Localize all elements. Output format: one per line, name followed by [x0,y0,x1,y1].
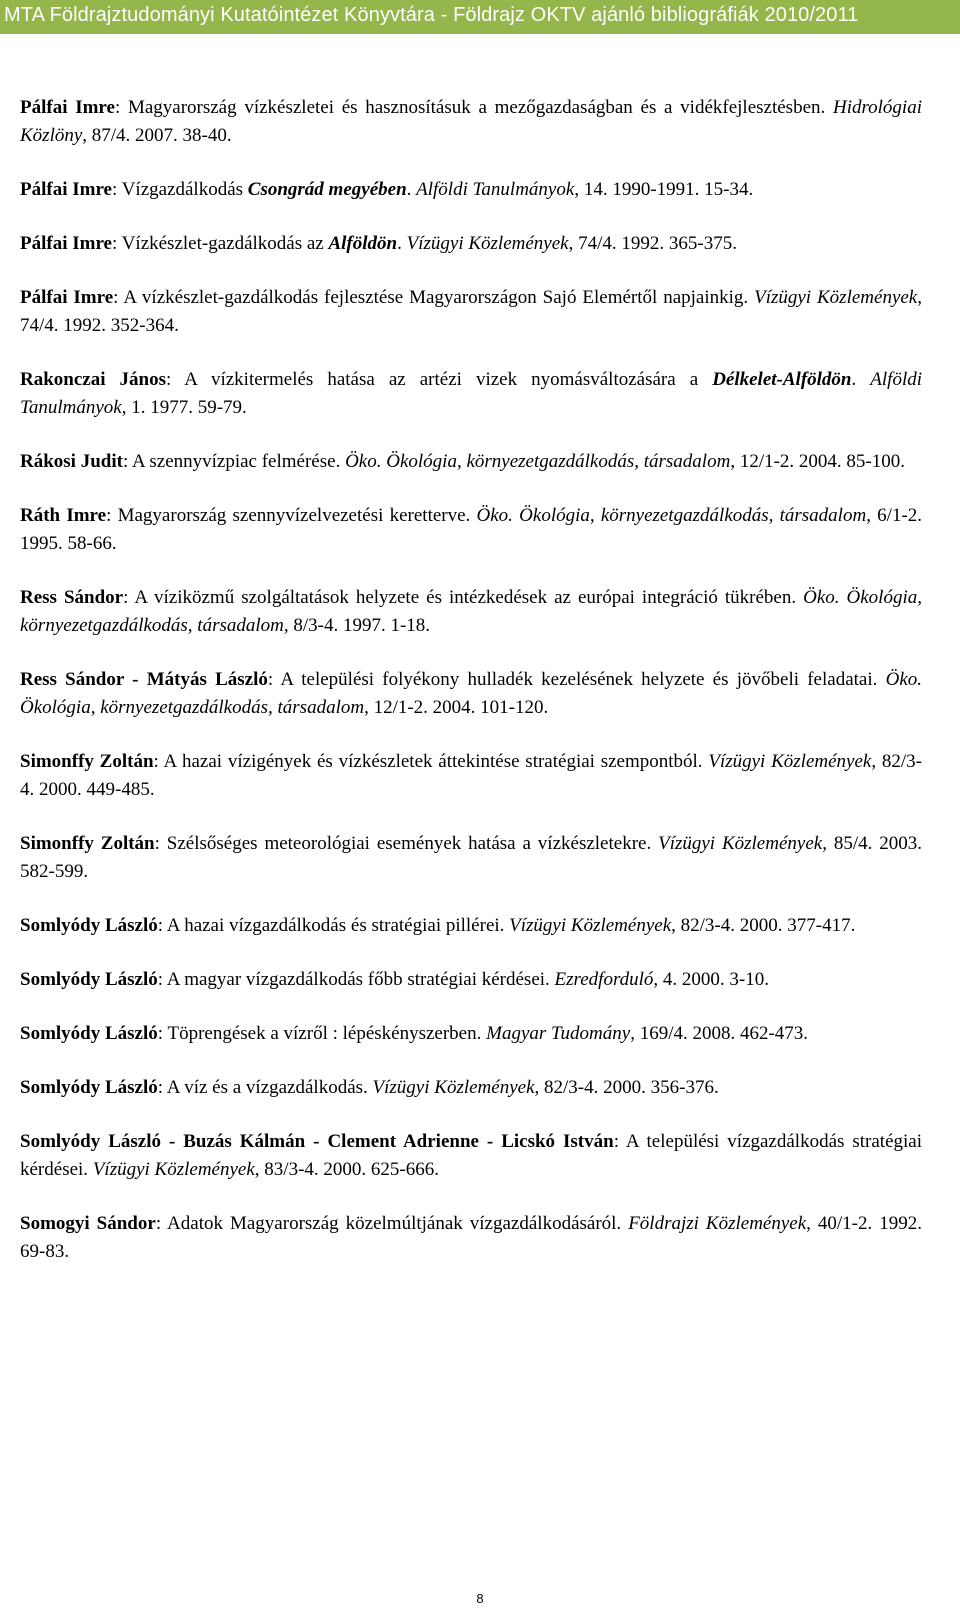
bibliography-entry [20,912,922,940]
entry-title-end: . [851,369,871,390]
entry-title: A magyar vízgazdálkodás főbb stratégiai kérdései. [166,969,555,990]
entry-separator: : [113,287,124,308]
entry-author: Pálfai Imre [20,233,112,254]
entry-author: Pálfai Imre [20,97,115,118]
entry-journal: Vízügyi Közlemények [658,833,823,854]
entry-journal: Alföldi Tanulmányok [416,179,575,200]
bibliography-entry [20,666,922,722]
entry-separator: : [153,751,164,772]
entry-separator: : [155,1213,168,1234]
entry-author: Somogyi Sándor [20,1213,156,1234]
entry-citation: , 85/4. 2003. 582-599. [20,833,922,882]
entry-separator: : [112,233,122,254]
entry-separator: : [122,451,132,472]
entry-author: Pálfai Imre [20,287,114,308]
entry-title: A hazai vízgazdálkodás és stratégiai pillérei. [166,915,510,936]
entry-author: Somlyódy László [20,969,158,990]
entry-citation: , 74/4. 1992. 365-375. [568,233,737,254]
entry-place-name: Csongrád megyében [247,179,407,200]
bibliography-entry [20,230,922,258]
entry-citation: , 4. 2000. 3-10. [653,969,769,990]
entry-citation: , 82/3-4. 2000. 356-376. [534,1077,719,1098]
entry-journal: Vízügyi Közlemények [372,1077,535,1098]
bibliography-list [20,94,922,1292]
entry-separator: : [267,669,281,690]
entry-place-name: Alföldön [328,233,398,254]
entry-separator: : [157,969,167,990]
entry-author: Simonffy Zoltán [20,833,155,854]
entry-author: Ress Sándor [20,587,124,608]
entry-separator: : [166,369,185,390]
entry-citation: , 83/3-4. 2000. 625-666. [254,1159,439,1180]
entry-citation: , 82/3-4. 2000. 377-417. [671,915,856,936]
entry-author: Ress Sándor - Mátyás László [20,669,268,690]
entry-separator: : [106,505,118,526]
entry-journal: Vízügyi Közlemények [754,287,918,308]
entry-citation: , 87/4. 2007. 38-40. [82,125,232,146]
bibliography-entry [20,584,922,640]
bibliography-entry [20,1210,922,1266]
entry-journal: Öko. Ökológia, környezetgazdálkodás, társadalom [476,505,867,526]
entry-place-name: Délkelet-Alföldön [712,369,852,390]
entry-title: Adatok Magyarország közelmúltjának vízgazdálkodásáról. [167,1213,629,1234]
entry-author: Somlyódy László [20,1077,158,1098]
bibliography-entry [20,94,922,150]
entry-citation: , 82/3-4. 2000. 449-485. [20,751,922,800]
entry-title-end: . [397,233,407,254]
entry-journal: Öko. Ökológia, környezetgazdálkodás, társadalom [345,451,731,472]
entry-citation: , 40/1-2. 1992. 69-83. [20,1213,923,1262]
entry-separator: : [123,587,135,608]
entry-citation: , 14. 1990-1991. 15-34. [574,179,754,200]
entry-title: Magyarország szennyvízelvezetési keretterve. [117,505,477,526]
bibliography-entry [20,748,922,804]
entry-journal: Öko. Ökológia, környezetgazdálkodás, társadalom [20,669,922,718]
bibliography-entry [20,1128,922,1184]
entry-title: A víziközmű szolgáltatások helyzete és intézkedések az európai integráció tükrében. [134,587,804,608]
entry-journal: Vízügyi Közlemények [92,1159,255,1180]
entry-title: A víz és a vízgazdálkodás. [166,1077,373,1098]
bibliography-entry [20,1020,922,1048]
entry-citation: , 1. 1977. 59-79. [121,397,247,418]
entry-title: Szélsőséges meteorológiai események hatása a vízkészletekre. [166,833,659,854]
header-banner [0,0,960,34]
bibliography-entry [20,448,922,476]
entry-citation: , 8/3-4. 1997. 1-18. [283,615,431,636]
entry-separator: : [157,1077,167,1098]
entry-author: Somlyódy László [20,915,158,936]
entry-citation: , 12/1-2. 2004. 101-120. [364,697,549,718]
entry-author: Ráth Imre [20,505,107,526]
entry-title: A hazai vízigények és vízkészletek áttekintése stratégiai szempontból. [163,751,709,772]
entry-title: A vízkészlet-gazdálkodás fejlesztése Magyarországon Sajó Elemértől napjainkig. [123,287,755,308]
entry-title-end: . [406,179,417,200]
entry-journal: Vízügyi Közlemények [708,751,872,772]
entry-journal: Alföldi Tanulmányok [20,369,923,418]
entry-separator: : [154,833,167,854]
bibliography-entry [20,176,922,204]
entry-journal: Földrajzi Közlemények [628,1213,807,1234]
entry-journal: Magyar Tudomány [486,1023,631,1044]
bibliography-entry [20,284,922,340]
entry-journal: Ezredforduló [554,969,654,990]
entry-separator: : [114,97,128,118]
entry-title: Vízgazdálkodás [121,179,248,200]
bibliography-entry [20,830,922,886]
bibliography-entry [20,502,922,558]
entry-citation: , 12/1-2. 2004. 85-100. [730,451,905,472]
entry-journal: Hidrológiai Közlöny [20,97,922,146]
entry-title: A települési vízgazdálkodás stratégiai kérdései. [20,1131,923,1180]
entry-title: A települési folyékony hulladék kezelésének helyzete és jövőbeli feladatai. [280,669,886,690]
page-number: 8 [476,1591,484,1606]
bibliography-entry [20,1074,922,1102]
entry-author: Somlyódy László - Buzás Kálmán - Clement Adrienne - Licskó István [20,1131,614,1152]
entry-author: Pálfai Imre [20,179,112,200]
entry-journal: Vízügyi Közlemények [509,915,672,936]
entry-title: A vízkitermelés hatása az artézi vizek nyomásváltozására a [184,369,713,390]
entry-separator: : [112,179,122,200]
entry-separator: : [613,1131,626,1152]
entry-title: Vízkészlet-gazdálkodás az [121,233,329,254]
entry-title: Magyarország vízkészletei és hasznosításuk a mezőgazdaságban és a vidékfejlesztésben. [127,97,833,118]
entry-author: Somlyódy László [20,1023,158,1044]
entry-author: Rakonczai János [20,369,166,390]
entry-title: Töprengések a vízről : lépéskényszerben. [167,1023,487,1044]
entry-title: A szennyvízpiac felmérése. [131,451,346,472]
entry-citation: , 169/4. 2008. 462-473. [630,1023,809,1044]
entry-journal: Öko. Ökológia, környezetgazdálkodás, társadalom [20,587,922,636]
entry-citation: , 74/4. 1992. 352-364. [20,287,922,336]
bibliography-entry [20,966,922,994]
entry-citation: , 6/1-2. 1995. 58-66. [20,505,923,554]
entry-separator: : [157,1023,168,1044]
header-title: MTA Földrajztudományi Kutatóintézet Könyvtára - Földrajz OKTV ajánló bibliográfiák 2010/2011 [4,4,859,26]
entry-author: Simonffy Zoltán [20,751,154,772]
bibliography-entry [20,366,922,422]
entry-journal: Vízügyi Közlemények [406,233,569,254]
entry-author: Rákosi Judit [20,451,123,472]
entry-separator: : [157,915,167,936]
